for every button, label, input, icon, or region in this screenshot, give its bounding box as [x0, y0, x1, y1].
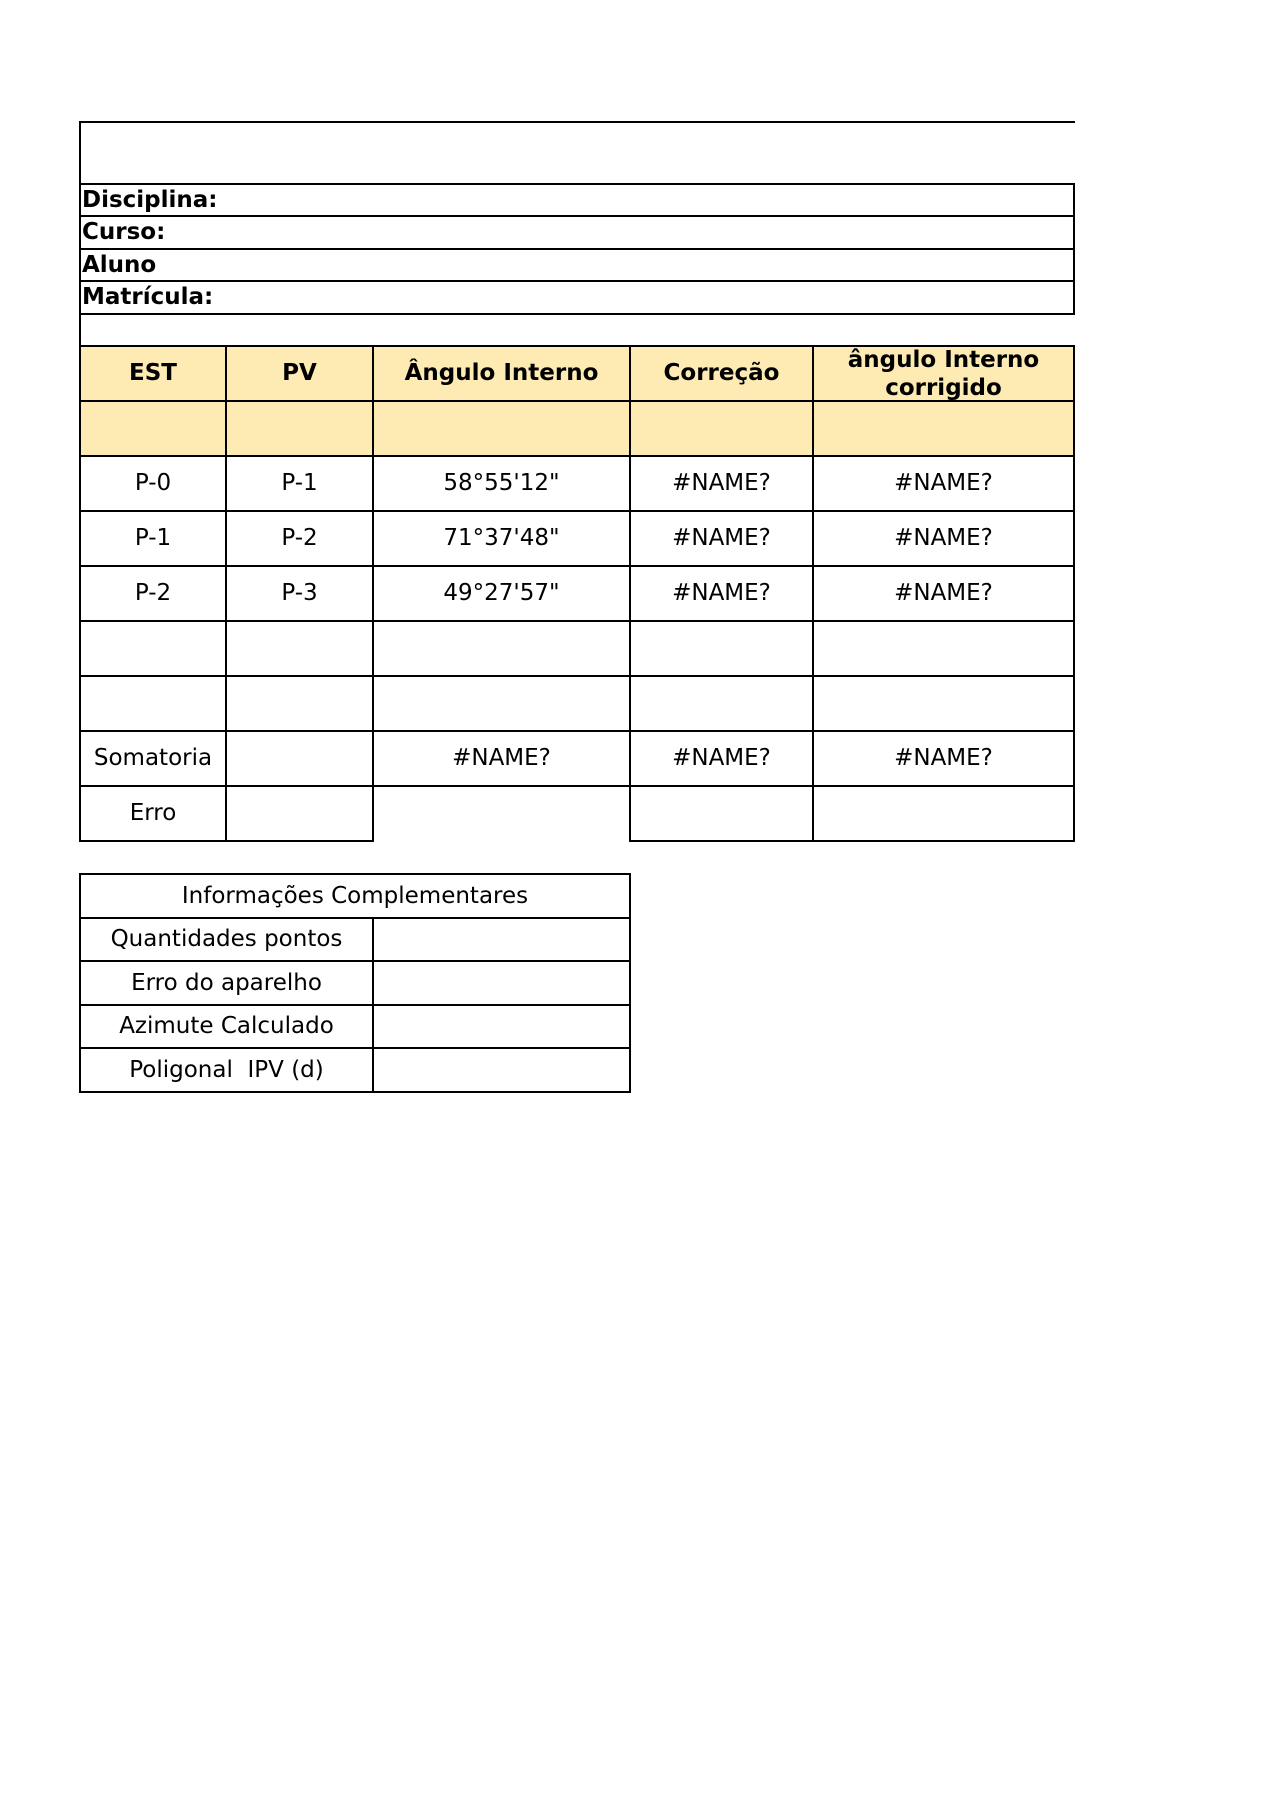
somatoria-label: Somatoria [93, 745, 213, 772]
matricula-label: Matrícula: [82, 284, 214, 310]
row1-correcao: #NAME? [672, 470, 771, 497]
aluno-label: Aluno [82, 252, 157, 278]
row2-corrigido: #NAME? [894, 525, 993, 552]
row1-angulo: 58°55'12" [443, 470, 560, 497]
row3-corrigido: #NAME? [894, 580, 993, 607]
info-azimute-calculado: Azimute Calculado [119, 1013, 334, 1040]
header-angulo-interno: Ângulo Interno [404, 360, 599, 387]
info-quantidades-pontos: Quantidades pontos [110, 926, 343, 953]
row1-est: P-0 [134, 470, 172, 497]
row3-angulo: 49°27'57" [443, 580, 560, 607]
row2-angulo: 71°37'48" [443, 525, 560, 552]
row3-est: P-2 [134, 580, 172, 607]
row2-pv: P-2 [281, 525, 318, 552]
somatoria-angulo: #NAME? [452, 745, 551, 772]
info-poligonal-ipv: Poligonal IPV (d) [129, 1056, 324, 1083]
somatoria-corrigido: #NAME? [894, 745, 993, 772]
row2-correcao: #NAME? [672, 525, 771, 552]
header-est: EST [129, 360, 177, 387]
somatoria-correcao: #NAME? [672, 745, 771, 772]
header-angulo-corrigido: ângulo Interno corrigido [847, 346, 1040, 401]
row3-pv: P-3 [281, 580, 318, 607]
row3-correcao: #NAME? [672, 580, 771, 607]
disciplina-label: Disciplina: [82, 187, 218, 213]
row2-est: P-1 [134, 525, 172, 552]
header-correcao: Correção [663, 360, 780, 387]
header-pv: PV [282, 360, 317, 387]
curso-label: Curso: [82, 219, 166, 245]
erro-label: Erro [129, 800, 177, 827]
row1-corrigido: #NAME? [894, 470, 993, 497]
row1-pv: P-1 [281, 470, 318, 497]
info-erro-aparelho: Erro do aparelho [131, 969, 322, 996]
info-title: Informações Complementares [181, 882, 529, 909]
